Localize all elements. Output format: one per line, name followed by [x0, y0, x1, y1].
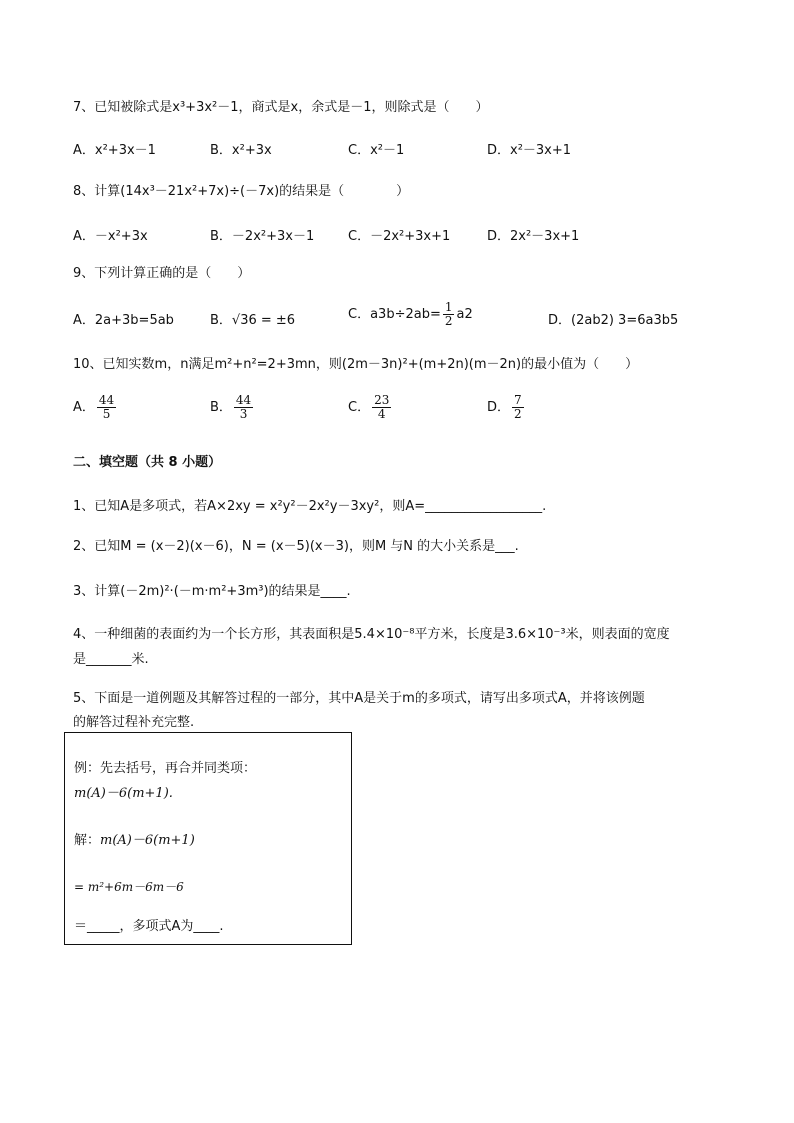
fraction-numerator: 7	[514, 393, 522, 407]
question-9-option-a: A．2a+3b=5ab	[73, 313, 174, 328]
fraction-denominator: 2	[444, 314, 453, 328]
fill-question-1: 1、已知A是多项式，若A×2xy = x²y²－2x²y－3xy²，则A=__________________.	[73, 499, 547, 514]
question-10-stem: 10、已知实数m，n满足m²+n²=2+3mn，则(2m－3n)²+(m+2n)(m－2n)的最小值为（ ）	[73, 357, 639, 372]
fraction-denominator: 4	[377, 407, 386, 421]
fraction-denominator: 2	[514, 407, 522, 421]
fraction-denominator: 5	[102, 407, 111, 421]
fraction	[443, 301, 455, 328]
fill-question-5: 5、下面是一道例题及其解答过程的一部分，其中A是关于m的多项式，请写出多项式A，并将该例题	[73, 691, 645, 706]
question-7-option-c: C．x²－1	[348, 143, 405, 158]
example-line-3	[74, 829, 195, 848]
question-7-option-a: A．x²+3x－1	[73, 143, 156, 158]
fraction	[97, 394, 116, 421]
question-7-option-b: B．x²+3x	[210, 143, 272, 158]
question-10-option-d	[487, 394, 526, 421]
section-title: 二、填空题（共 8 小题）	[73, 455, 222, 470]
question-7-stem: 7、已知被除式是x³+3x²－1，商式是x，余式是－1，则除式是（ ）	[73, 100, 489, 115]
question-10-option-a	[73, 394, 118, 421]
question-8-stem: 8、计算(14x³－21x²+7x)÷(－7x)的结果是（ ）	[73, 184, 410, 199]
question-10-option-c	[348, 394, 393, 421]
question-9-option-c-text: C．a3b÷2ab=	[348, 307, 441, 322]
solution-expression: m(A)－6(m+1)	[100, 833, 195, 848]
fill-question-5-cont: 的解答过程补充完整.	[73, 715, 195, 730]
solution-label: 解：	[74, 833, 101, 848]
question-9-stem: 9、下列计算正确的是（ ）	[73, 266, 251, 281]
fraction	[372, 394, 391, 421]
fraction	[512, 394, 524, 421]
fill-question-2: 2、已知M = (x－2)(x－6)，N = (x－5)(x－3)，则M 与N 的大小关系是___.	[73, 539, 519, 554]
question-9-option-c	[348, 301, 473, 328]
option-label: D．	[487, 400, 511, 415]
fill-question-4: 4、一种细菌的表面约为一个长方形，其表面积是5.4×10⁻⁸平方米，长度是3.6×10⁻³米，则表面的宽度	[73, 627, 670, 642]
option-label: C．	[348, 400, 371, 415]
question-9-option-c-suffix: a2	[456, 307, 473, 322]
question-8-option-a: A．－x²+3x	[73, 229, 148, 244]
question-9-option-b: B．√36 = ±6	[210, 313, 296, 328]
fill-question-3: 3、计算(－2m)²·(－m·m²+3m³)的结果是____.	[73, 584, 351, 599]
option-label: A．	[73, 400, 95, 415]
question-8-option-c: C．－2x²+3x+1	[348, 229, 451, 244]
question-7-option-d: D．x²－3x+1	[487, 143, 572, 158]
fraction-numerator: 1	[444, 300, 453, 314]
example-line-4: = m²+6m－6m－6	[74, 880, 184, 894]
fill-question-4-cont: 是_______米.	[73, 652, 149, 667]
fraction-numerator: 44	[98, 393, 115, 407]
example-box	[64, 732, 352, 945]
example-line-5: ＝_____，多项式A为____.	[74, 919, 224, 934]
example-line-1: 例：先去括号，再合并同类项：	[74, 761, 257, 776]
question-10-option-b	[210, 394, 255, 421]
fraction-numerator: 44	[235, 393, 252, 407]
fraction-numerator: 23	[374, 393, 390, 407]
example-line-2: m(A)－6(m+1).	[74, 786, 173, 801]
option-label: B．	[210, 400, 232, 415]
fraction	[234, 394, 253, 421]
question-8-option-b: B．－2x²+3x－1	[210, 229, 315, 244]
fraction-denominator: 3	[239, 407, 248, 421]
question-8-option-d: D．2x²－3x+1	[487, 229, 580, 244]
question-9-option-d: D．(2ab2) 3=6a3b5	[548, 313, 679, 328]
